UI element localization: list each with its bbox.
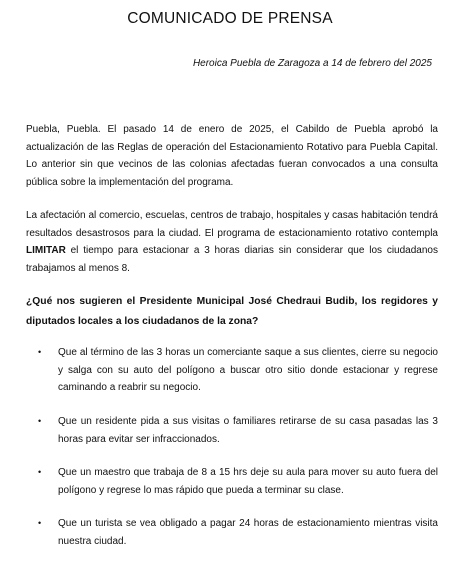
paragraph-impact	[26, 207, 438, 277]
list-item-text: Que un maestro que trabaja de 8 a 15 hrs deje su aula para mover su auto fuera del polígono y regrese lo mas rápido que pueda a terminar su clase.	[58, 467, 438, 496]
bullet-icon: •	[38, 347, 42, 357]
dateline: Heroica Puebla de Zaragoza a 14 de febrero del 2025	[192, 58, 432, 69]
paragraph-impact-text-1: La afectación al comercio, escuelas, centros de trabajo, hospitales y casas habitación tendrá resultados desastrosos para la ciudad. El programa de estacionamiento rotativo contempla	[26, 210, 438, 239]
list-item-text: Que un residente pida a sus visitas o familiares retirarse de su casa pasadas las 3 horas para evitar ser infraccionados.	[58, 416, 438, 445]
document-title: COMUNICADO DE PRENSA	[127, 10, 333, 27]
list-item	[38, 413, 438, 448]
list-item-text: Que un turista se vea obligado a pagar 24 horas de estacionamiento mientras visita nuestra ciudad.	[58, 518, 438, 547]
paragraph-intro: Puebla, Puebla. El pasado 14 de enero de 2025, el Cabildo de Puebla aprobó la actualización de las Reglas de operación del Estacionamiento Rotativo para Puebla Capital. Lo anterior sin que vecinos de las colonias afectadas fueran convocados a una consulta pública sobre la implementación del programa.	[26, 124, 438, 188]
paragraph-impact-text-2: el tiempo para estacionar a 3 horas diarias sin considerar que los ciudadanos trabajamos al menos 8.	[26, 245, 438, 274]
list-item	[38, 464, 438, 499]
question-heading: ¿Qué nos sugieren el Presidente Municipal José Chedraui Budib, los regidores y diputados locales a los ciudadanos de la zona?	[26, 296, 438, 327]
list-item-text: Que al término de las 3 horas un comerciante saque a sus clientes, cierre su negocio y salga con su auto del polígono a buscar otro sitio donde estacionar y regrese caminando a reabrir su negocio.	[58, 347, 438, 393]
list-item	[38, 344, 438, 397]
list-item	[38, 515, 438, 550]
bullet-icon: •	[38, 467, 42, 477]
bullet-icon: •	[38, 518, 42, 528]
paragraph-impact-emphasis: LIMITAR	[26, 245, 66, 256]
bullet-icon: •	[38, 416, 42, 426]
